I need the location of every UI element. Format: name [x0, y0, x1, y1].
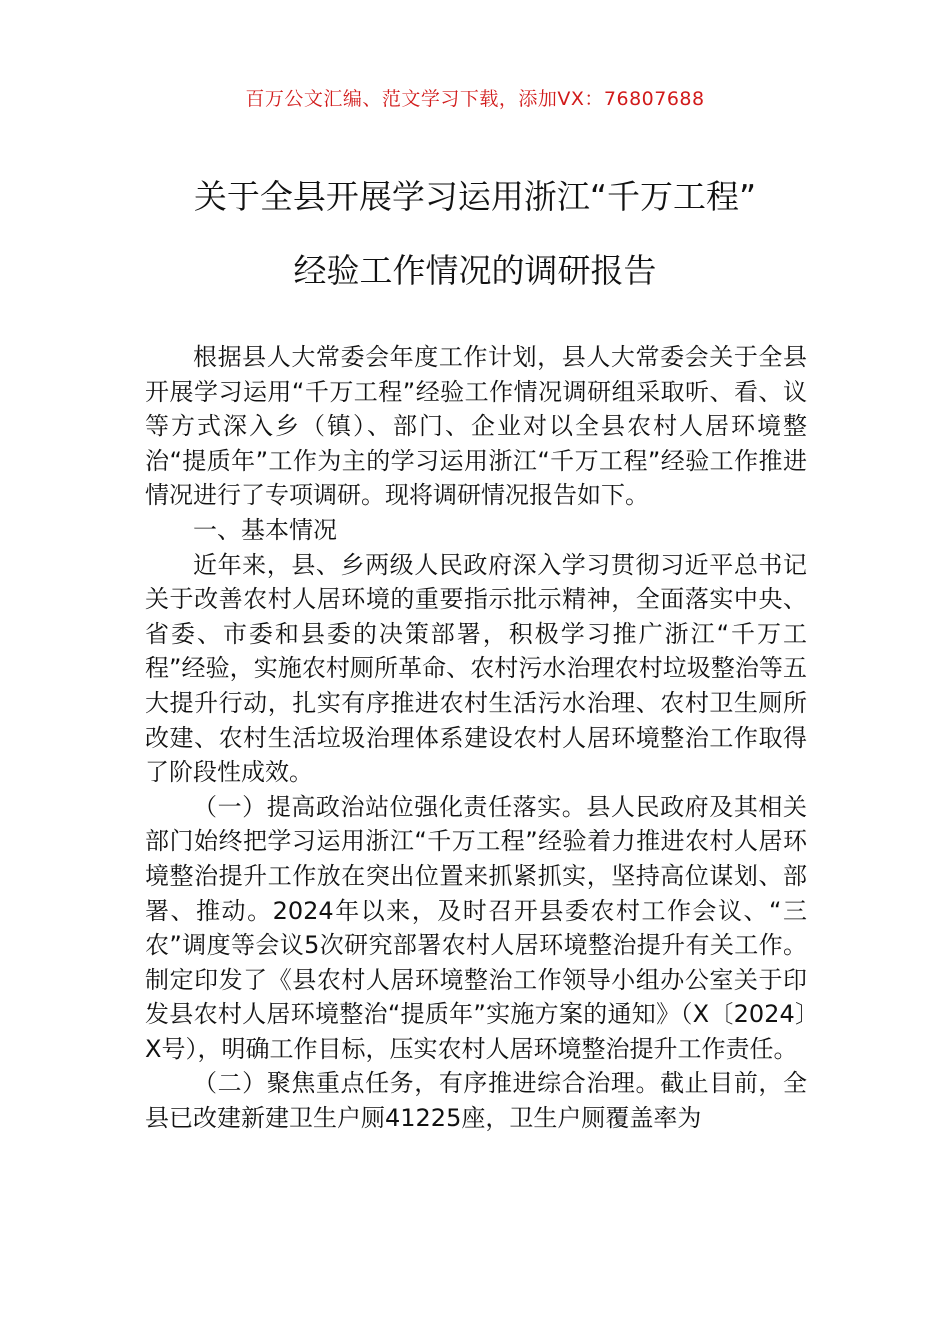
- paragraph-item-1: （一）提高政治站位强化责任落实。县人民政府及其相关部门始终把学习运用浙江“千万工程”经验着力推进农村人居环境整治提升工作放在突出位置来抓紧抓实，坚持高位谋划、部署、推动。2024年以来，及时召开县委农村工作会议、“三农”调度等会议5次研究部署农村人居环境整治提升有关工作。制定印发了《县农村人居环境整治工作领导小组办公室关于印发县农村人居环境整治“提质年”实施方案的通知》（X〔2024〕X号），明确工作目标，压实农村人居环境整治提升工作责任。: [145, 792, 807, 1063]
- title-line-1: 关于全县开展学习运用浙江“千万工程”: [193, 177, 757, 216]
- document-title: [100, 176, 850, 292]
- paragraph-overview: 近年来，县、乡两级人民政府深入学习贯彻习近平总书记关于改善农村人居环境的重要指示批示精神，全面落实中央、省委、市委和县委的决策部署，积极学习推广浙江“千万工程”经验，实施农村厕所革命、农村污水治理农村垃圾整治等五大提升行动，扎实有序推进农村生活污水治理、农村卫生厕所改建、农村生活垃圾治理体系建设农村人居环境整治工作取得了阶段性成效。: [145, 550, 807, 787]
- section-heading-basic-situation: 一、基本情况: [193, 515, 337, 544]
- header-note: 百万公文汇编、范文学习下载，添加VX：76807688: [245, 88, 705, 110]
- title-line-2: 经验工作情况的调研报告: [293, 251, 657, 290]
- document-body: [145, 340, 807, 1136]
- paragraph-intro: 根据县人大常委会年度工作计划，县人大常委会关于全县开展学习运用“千万工程”经验工作情况调研组采取听、看、议等方式深入乡（镇）、部门、企业对以全县农村人居环境整治“提质年”工作为主的学习运用浙江“千万工程”经验工作推进情况进行了专项调研。现将调研情况报告如下。: [145, 343, 807, 510]
- paragraph-item-2: （二）聚焦重点任务，有序推进综合治理。截止目前，全县已改建新建卫生户厕41225座，卫生户厕覆盖率为: [145, 1069, 807, 1133]
